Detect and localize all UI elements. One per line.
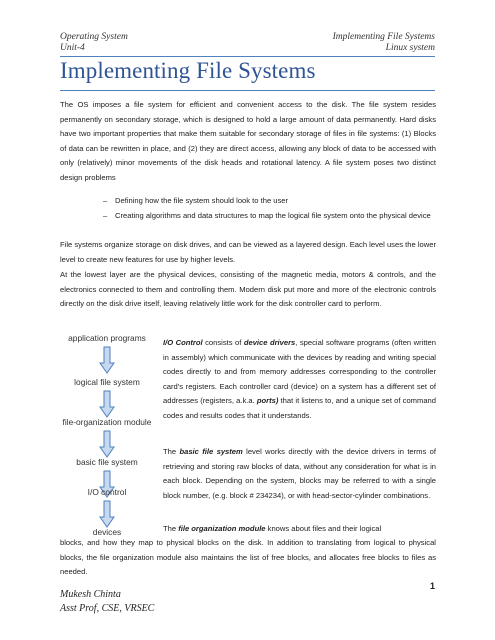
diagram-layer-devices: devices <box>92 527 122 537</box>
header-topic: Implementing File Systems <box>332 32 435 42</box>
file-organization-paragraph: blocks, and how they map to physical blocks on the disk. In addition to translating from logical to physical blocks, the file organization module also maintains the list of free blocks, and allocates free blocks to files as needed. <box>60 538 436 577</box>
lowest-layer-paragraph: At the lowest layer are the physical devices, consisting of the magnetic media, motors & controls, and the electronics connected to them and controlling them. Modern disk put more and more of the electronic controls directly on the disk drive itself, leaving relatively little work for the disk controller card to perform. <box>60 270 436 309</box>
footer-role: Asst Prof, CSE, VRSEC <box>60 603 155 614</box>
list-item: – Creating algorithms and data structures to map the logical file system onto the physical device <box>104 209 434 224</box>
io-control-text: that it listens to, and a unique set of command codes and results codes that it understands. <box>163 396 436 420</box>
footer-author: Mukesh Chinta <box>60 589 121 600</box>
list-item: – Defining how the file system should look to the user <box>104 194 434 209</box>
layered-paragraph: File systems organize storage on disk drives, and can be viewed as a layered design. Each level uses the lower level to create new features for use by higher levels. <box>60 240 436 264</box>
intro-paragraph: The OS imposes a file system for efficient and convenient access to the disk. The file system resides permanently on secondary storage, which is designed to hold a large amount of data permanently. Hard disks have two important properties that make them suitable for secondary storage of files in file systems: (1) Blocks of data can be rewritten in place, and (2) they are direct access, allowing any block of data to be accessed with only (relatively) minor movements of the disk heads and rotational latency. A file system poses two distinct design problems <box>60 100 436 182</box>
diagram-layer-basic-file-system: basic file system <box>76 457 138 467</box>
file-organization-paragraph-head <box>163 522 436 537</box>
diagram-layer-logical-file-system: logical file system <box>74 377 140 387</box>
io-control-paragraph <box>163 336 436 424</box>
diagram-layer-file-organization-module: file-organization module <box>62 417 152 427</box>
layered-file-system-diagram <box>58 333 156 541</box>
running-header-left <box>60 32 128 54</box>
io-control-term: I/O Control <box>163 338 203 347</box>
down-arrow-icon <box>99 500 115 528</box>
header-os: Linux system <box>385 43 435 53</box>
basic-file-system-paragraph <box>163 445 436 503</box>
down-arrow-icon <box>99 390 115 418</box>
design-problems-list <box>104 194 434 223</box>
basic-file-system-term: basic file system <box>179 447 243 456</box>
header-divider <box>60 56 435 57</box>
file-org-text: The <box>163 524 179 533</box>
diagram-layer-io-control: I/O control <box>87 487 127 497</box>
basic-fs-text: The <box>163 447 180 456</box>
ports-term: ports) <box>256 396 279 406</box>
device-drivers-term: device drivers <box>243 338 296 347</box>
diagram-layer-application-programs: application programs <box>68 333 146 343</box>
page-number: 1 <box>429 581 435 591</box>
running-header-right <box>333 32 435 54</box>
page-title: Implementing File Systems <box>60 58 316 83</box>
down-arrow-icon <box>99 430 115 458</box>
io-control-text: , special software programs (often written in assembly) which communicate with the devices by reading and writing special codes directly to and from memory addresses corresponding to the controller card's registers. Each controller card (device) on a system has a different set of addresses (registers, a.k.a. <box>163 338 436 406</box>
header-subject: Operating System <box>60 32 128 42</box>
io-control-text: consists of <box>202 338 244 347</box>
basic-fs-text: level works directly with the device drivers in terms of retrieving and storing raw blocks of data, without any consideration for what is in each block. Depending on the system, blocks may be referred to with a single block number, (e.g. block # 234234), or with head-sector-cylinder combinations. <box>163 447 436 500</box>
title-divider <box>60 90 435 91</box>
down-arrow-icon <box>99 346 115 374</box>
file-org-text: knows about files and their logical <box>265 524 382 533</box>
file-organization-module-term: file organization module <box>178 524 266 533</box>
header-unit: Unit-4 <box>60 43 85 53</box>
